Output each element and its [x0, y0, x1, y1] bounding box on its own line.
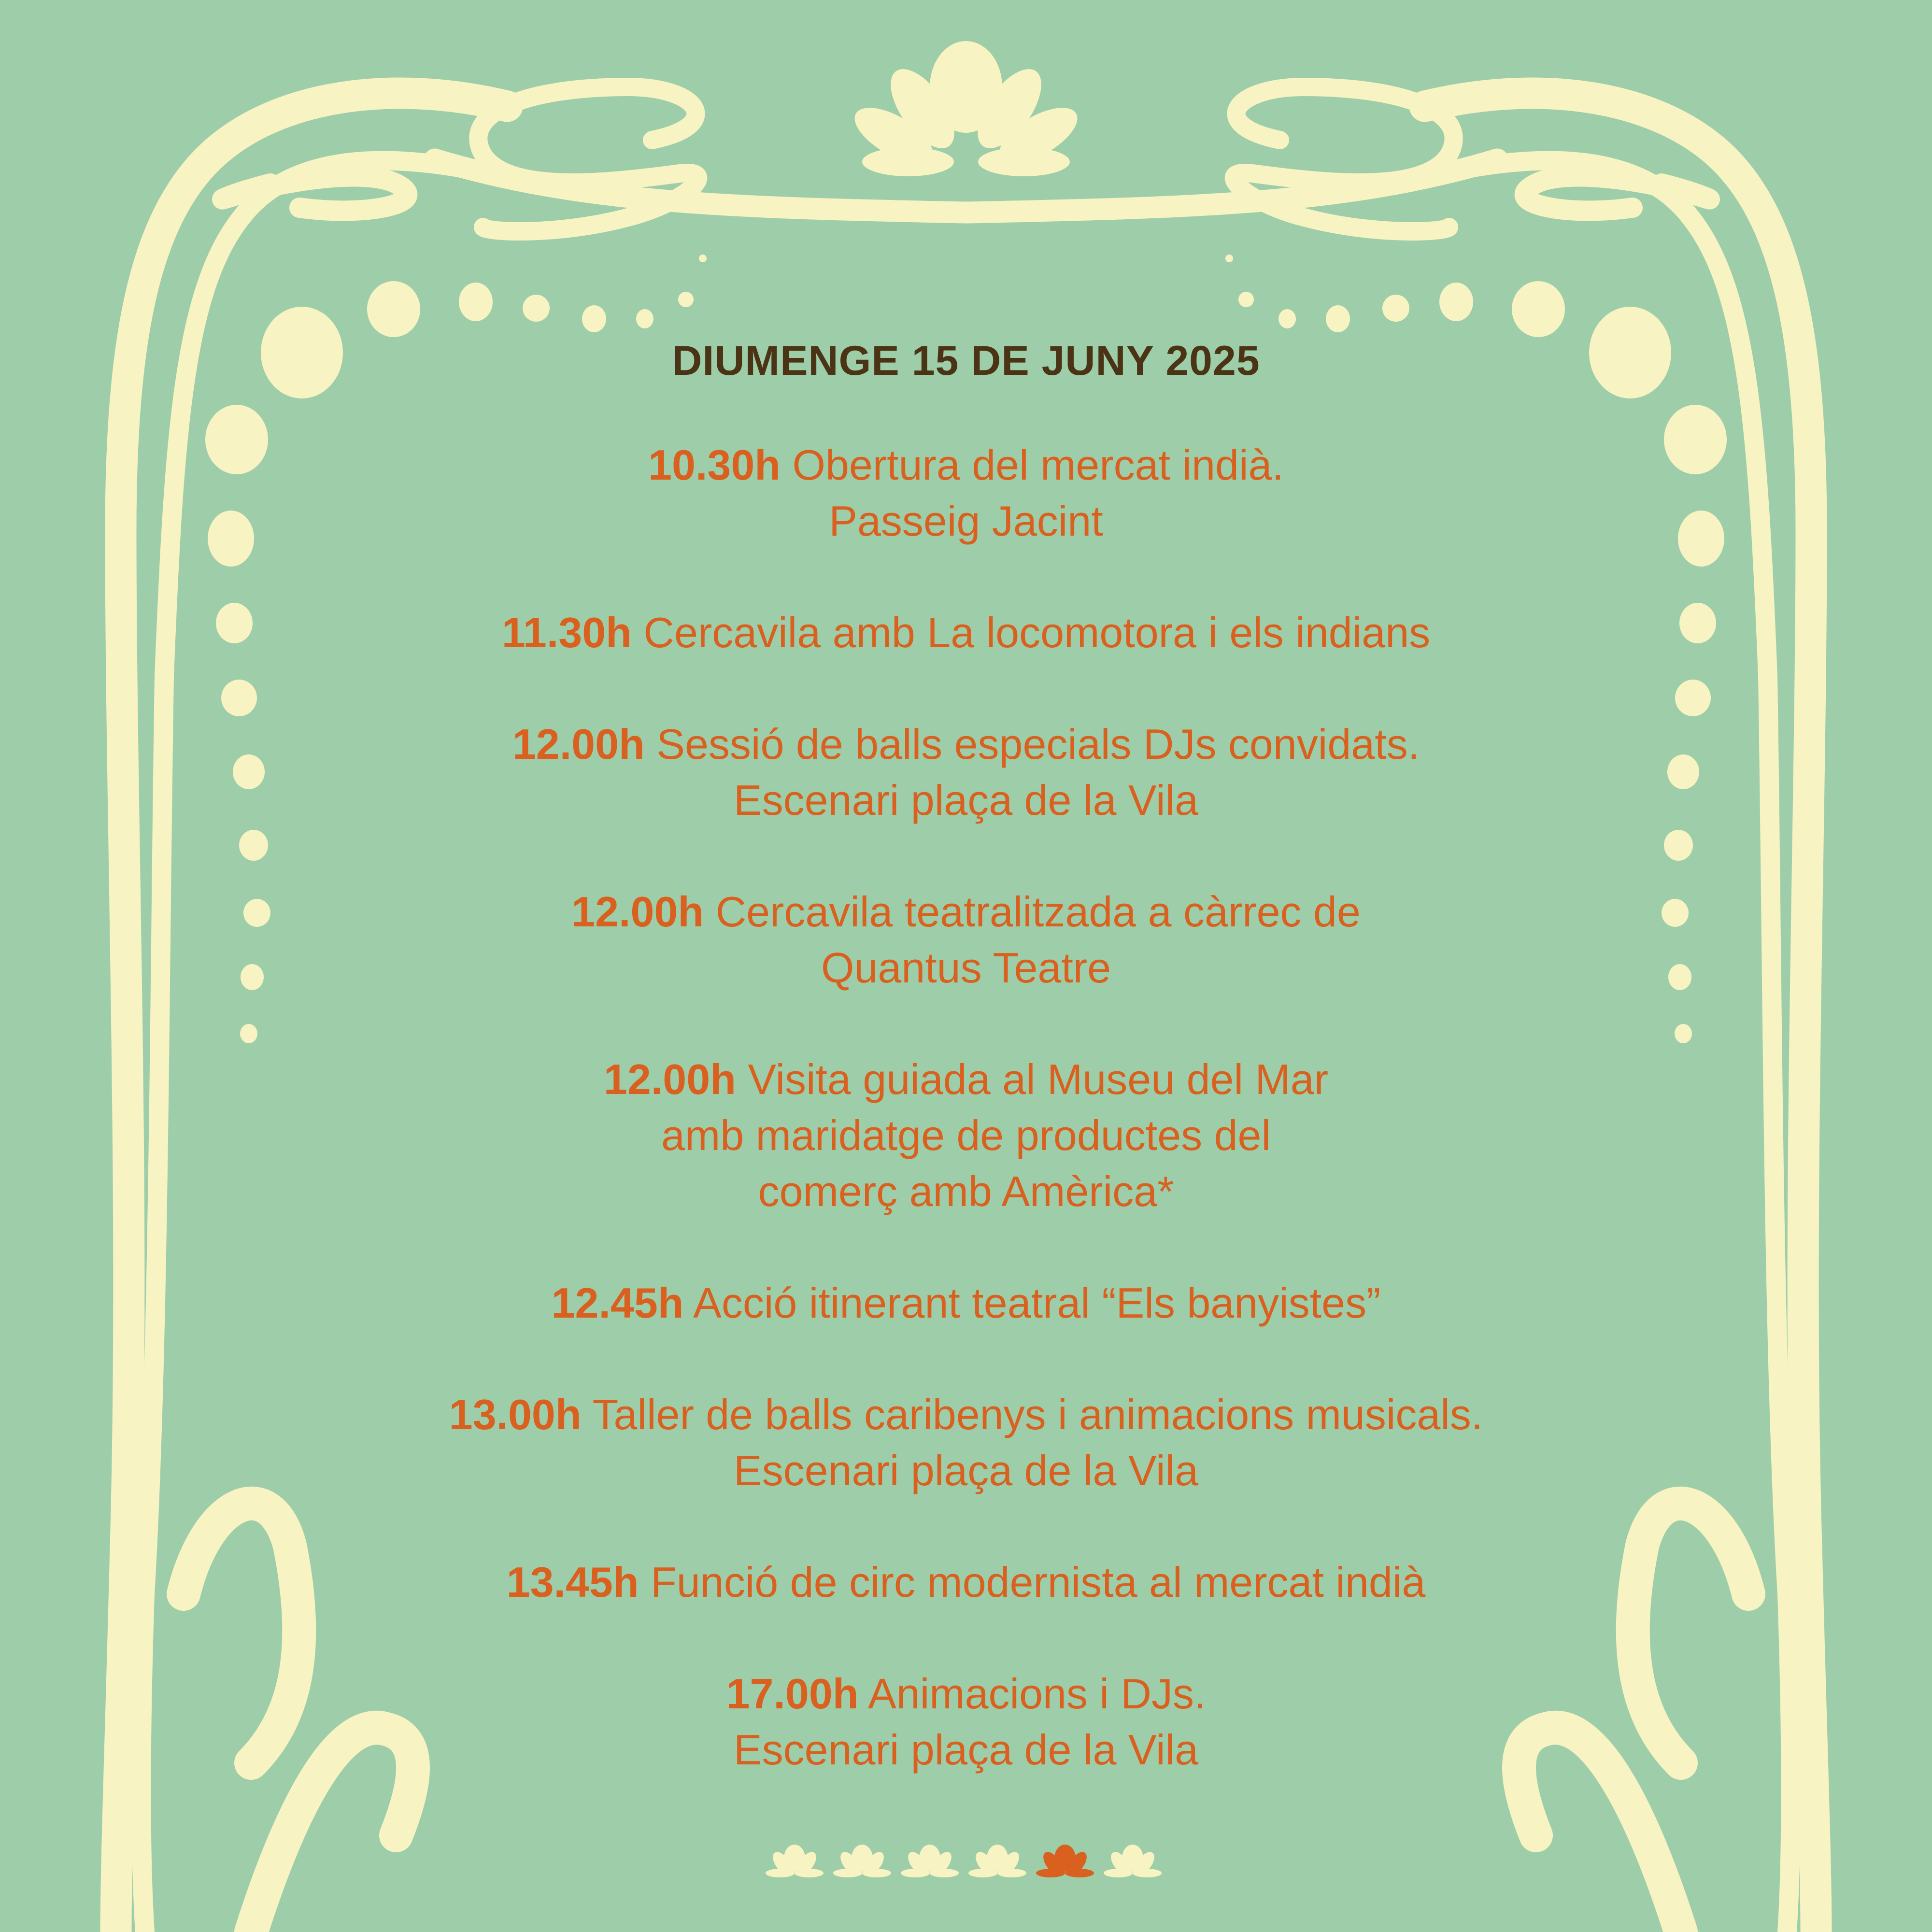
- event-time: 13.00h: [449, 1390, 582, 1438]
- event-description: Cercavila amb La locomotora i els indians: [643, 608, 1431, 656]
- shell-icon[interactable]: [1036, 1845, 1094, 1877]
- event-time: 17.00h: [726, 1669, 859, 1718]
- shell-icon[interactable]: [1104, 1845, 1162, 1877]
- event-line-1: [0, 1387, 1932, 1443]
- event-time: 12.00h: [512, 720, 645, 768]
- event-line-1: [0, 605, 1932, 661]
- event-description: Visita guiada al Museu del Mar: [748, 1055, 1329, 1103]
- event-item: [0, 716, 1932, 828]
- event-item: [0, 437, 1932, 549]
- event-description: Cercavila teatralitzada a càrrec de: [715, 887, 1361, 936]
- event-line-2: Escenari plaça de la Vila: [733, 1446, 1199, 1494]
- event-item: [0, 1387, 1932, 1499]
- shell-icon[interactable]: [766, 1845, 824, 1877]
- event-time: 12.45h: [551, 1279, 684, 1327]
- event-line-1: [0, 1554, 1932, 1610]
- event-description: Funció de circ modernista al mercat indià: [651, 1558, 1426, 1606]
- event-line-2: Escenari plaça de la Vila: [733, 776, 1199, 824]
- event-time: 13.45h: [506, 1558, 639, 1606]
- event-line-1: [0, 884, 1932, 940]
- event-item: [0, 1666, 1932, 1778]
- event-time: 11.30h: [501, 608, 632, 656]
- page-title: DIUMENGE 15 DE JUNY 2025: [672, 338, 1260, 384]
- event-line-1: [0, 1275, 1932, 1331]
- event-description: Obertura del mercat indià.: [792, 440, 1284, 489]
- event-description: Sessió de balls especials DJs convidats.: [656, 720, 1420, 768]
- event-item: [0, 884, 1932, 996]
- shell-icon[interactable]: [968, 1845, 1026, 1877]
- event-time: 12.00h: [571, 887, 704, 936]
- event-time: 12.00h: [603, 1055, 736, 1103]
- event-item: [0, 605, 1932, 661]
- top-shell-ornament: [846, 41, 1086, 176]
- event-line-1: [0, 437, 1932, 493]
- page-indicator: [766, 1841, 1166, 1880]
- shell-icon[interactable]: [901, 1845, 959, 1877]
- event-item: [0, 1554, 1932, 1610]
- shell-icon[interactable]: [833, 1845, 891, 1877]
- event-list: [0, 437, 1932, 1778]
- event-line-1: [0, 1666, 1932, 1722]
- left-swirl: [478, 87, 698, 231]
- event-description: Acció itinerant teatral “Els banyistes”: [693, 1279, 1381, 1327]
- event-line-2: Escenari plaça de la Vila: [733, 1725, 1199, 1774]
- right-swirl: [1234, 87, 1454, 231]
- event-line-2: Quantus Teatre: [821, 943, 1111, 992]
- event-line-2: Passeig Jacint: [829, 497, 1103, 545]
- event-line-2: amb maridatge de productes del: [661, 1111, 1271, 1159]
- event-description: Taller de balls caribenys i animacions musicals.: [592, 1390, 1483, 1438]
- event-line-1: [0, 716, 1932, 772]
- schedule: [0, 338, 1932, 1833]
- event-time: 10.30h: [648, 440, 781, 489]
- event-item: [0, 1275, 1932, 1331]
- event-line-3: comerç amb Amèrica*: [758, 1167, 1174, 1215]
- event-description: Animacions i DJs.: [868, 1669, 1206, 1718]
- event-line-1: [0, 1051, 1932, 1108]
- event-item: [0, 1051, 1932, 1220]
